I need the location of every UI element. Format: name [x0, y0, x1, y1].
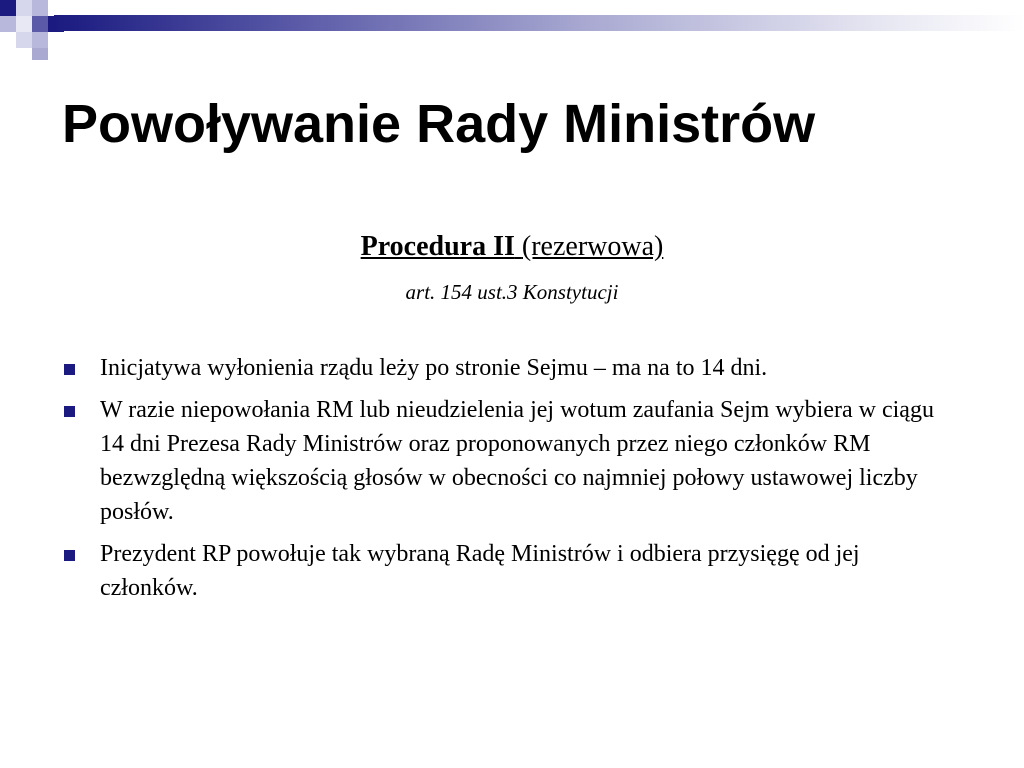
slide-subtitle [0, 230, 1024, 264]
subtitle-paren: (rezerwowa) [521, 231, 664, 262]
bullet-text: Prezydent RP powołuje tak wybraną Radę Ministrów i odbiera przysięgę od jej członków. [100, 541, 860, 601]
square-bullet-icon [64, 364, 75, 375]
square-bullet-icon [64, 406, 75, 417]
bullet-item [62, 351, 962, 385]
corner-decoration [0, 0, 80, 64]
header-gradient-bar [54, 15, 1024, 31]
subtitle-main: Procedura II [360, 231, 515, 262]
constitution-reference: art. 154 ust.3 Konstytucji [405, 280, 619, 304]
bullet-list [62, 351, 962, 613]
bullet-item [62, 393, 962, 529]
square-bullet-icon [64, 550, 75, 561]
bullet-text: W razie niepowołania RM lub nieudzielenia jej wotum zaufania Sejm wybiera w ciągu 14 dni Prezesa Rady Ministrów oraz proponowanych przez niego członków RM bezwzględną większością głosów w obecności co najmniej połowy ustawowej liczby posłów. [100, 397, 934, 525]
bullet-item [62, 537, 962, 605]
bullet-text: Inicjatywa wyłonienia rządu leży po stronie Sejmu – ma na to 14 dni. [100, 355, 768, 381]
slide-title: Powoływanie Rady Ministrów [62, 94, 816, 154]
